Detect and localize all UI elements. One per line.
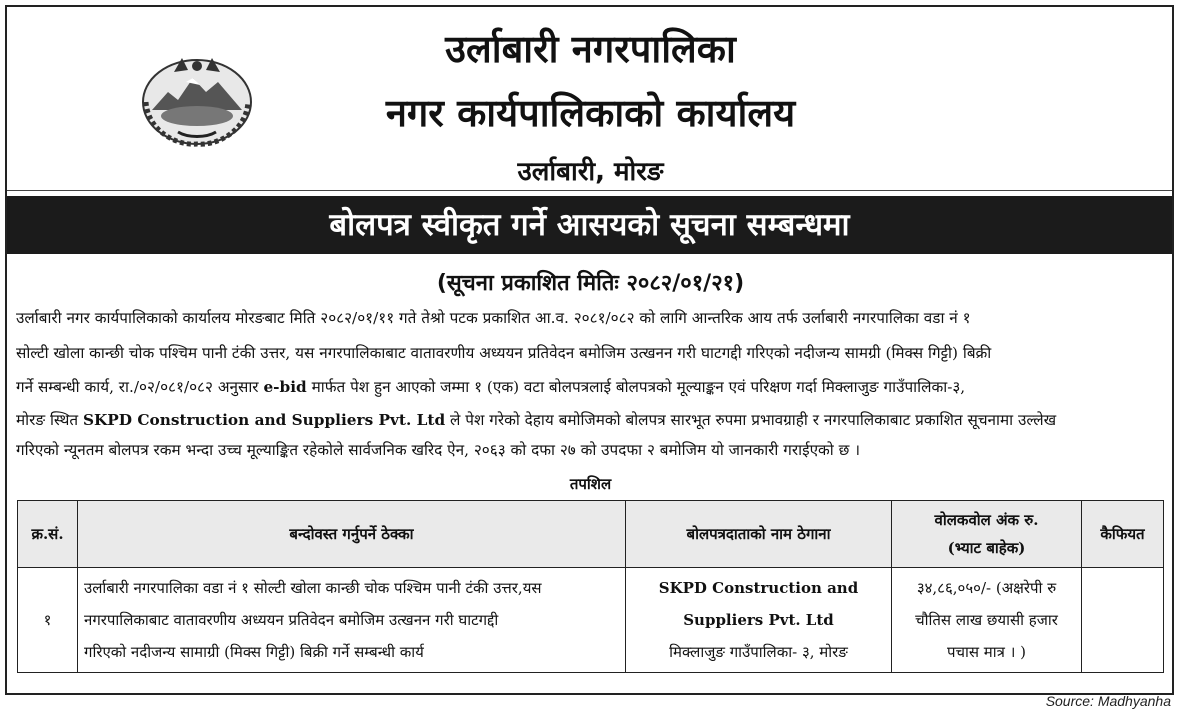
office-location: उर्लाबारी, मोरङ xyxy=(517,157,664,187)
municipality-name: उर्लाबारी नगरपालिका xyxy=(445,27,736,71)
header-amount-line: वोलकवोल अंक रु. xyxy=(934,511,1039,529)
amount-line: पचास मात्र । ) xyxy=(946,643,1027,661)
details-heading: तपशिल xyxy=(569,475,612,493)
table-header-row xyxy=(18,501,1164,568)
ebid-term: e-bid xyxy=(263,378,307,396)
notice-title-banner: बोलपत्र स्वीकृत गर्ने आसयको सूचना सम्बन्धमा xyxy=(7,196,1172,254)
cell-contract xyxy=(78,568,626,673)
bidder-name-line: SKPD Construction and xyxy=(658,579,859,597)
contract-line: उर्लाबारी नगरपालिका वडा नं १ सोल्टी खोला कान्छी चोक पश्चिम पानी टंकी उत्तर,यस xyxy=(84,579,542,597)
header-divider xyxy=(7,190,1172,191)
body-text: ले पेश गरेको देहाय बमोजिमको बोलपत्र सारभूत रुपमा प्रभावग्राही र नगरपालिकाबाट प्रकाशित सूचनामा उल्लेख xyxy=(445,411,1057,429)
body-line-3 xyxy=(16,377,1166,397)
header-remarks: कैफियत xyxy=(1082,501,1164,568)
body-text: गर्ने सम्बन्धी कार्य, रा./०२/०८१/०८२ अनुसार xyxy=(16,378,264,396)
office-name: नगर कार्यपालिकाको कार्यालय xyxy=(385,91,796,135)
cell-serial: १ xyxy=(18,568,78,673)
cell-amount xyxy=(892,568,1082,673)
bid-details-table xyxy=(17,500,1164,673)
bidder-name-line: Suppliers Pvt. Ltd xyxy=(683,611,834,629)
cell-bidder xyxy=(626,568,892,673)
body-line-2: सोल्टी खोला कान्छी चोक पश्चिम पानी टंकी उत्तर, यस नगरपालिकाबाट वातावरणीय अध्ययन प्रतिवेदन बमोजिम उत्खनन गरी घाटगद्दी गरिएको नदीजन्य सामग्री (मिक्स गिट्टी) बिक्री xyxy=(16,344,992,362)
body-line-1: उर्लाबारी नगर कार्यपालिकाको कार्यालय मोरङबाट मिति २०८२/०१/११ गते तेश्रो पटक प्रकाशित आ.व. २०८१/०८२ को लागि आन्तरिक आय तर्फ उर्लाबारी नगरपालिका वडा नं १ xyxy=(16,309,971,327)
body-text: मोरङ स्थित xyxy=(16,411,83,429)
header-serial: क्र.सं. xyxy=(18,501,78,568)
publication-date: (सूचना प्रकाशित मितिः २०८२/०१/२१) xyxy=(436,271,745,296)
amount-line: ३४,८६,०५०/- (अक्षरेपी रु xyxy=(916,579,1057,597)
source-credit: Source: Madhyanha xyxy=(1045,693,1171,709)
body-line-5: गरिएको न्यूनतम बोलपत्र रकम भन्दा उच्च मूल्याङ्कित रहेकोले सार्वजनिक खरिद ऐन, २०६३ को दफा २७ को उपदफा २ बमोजिम यो जानकारी गराईएको छ । xyxy=(16,441,861,459)
cell-remarks xyxy=(1082,568,1164,673)
contract-line: नगरपालिकाबाट वातावरणीय अध्ययन प्रतिवेदन बमोजिम उत्खनन गरी घाटगद्दी xyxy=(84,611,499,629)
bidder-address: मिक्लाजुङ गाउँपालिका- ३, मोरङ xyxy=(669,643,848,661)
header-contract: बन्दोवस्त गर्नुपर्ने ठेक्का xyxy=(78,501,626,568)
bidder-company-name: SKPD Construction and Suppliers Pvt. Ltd xyxy=(82,411,446,429)
body-text: मार्फत पेश हुन आएको जम्मा १ (एक) वटा बोलपत्रलाई बोलपत्रको मूल्याङ्कन एवं परिक्षण गर्दा मिक्लाजुङ गाउँपालिका-३, xyxy=(306,378,966,396)
contract-line: गरिएको नदीजन्य सामाग्री (मिक्स गिट्टी) बिक्री गर्ने सम्बन्धी कार्य xyxy=(84,643,424,661)
header-amount xyxy=(892,501,1082,568)
header-bidder: बोलपत्रदाताको नाम ठेगाना xyxy=(626,501,892,568)
body-line-4 xyxy=(16,410,1166,430)
amount-line: चौतिस लाख छयासी हजार xyxy=(915,611,1058,629)
table-row xyxy=(18,568,1164,673)
header-amount-vat-note: (भ्याट बाहेक) xyxy=(947,539,1026,557)
